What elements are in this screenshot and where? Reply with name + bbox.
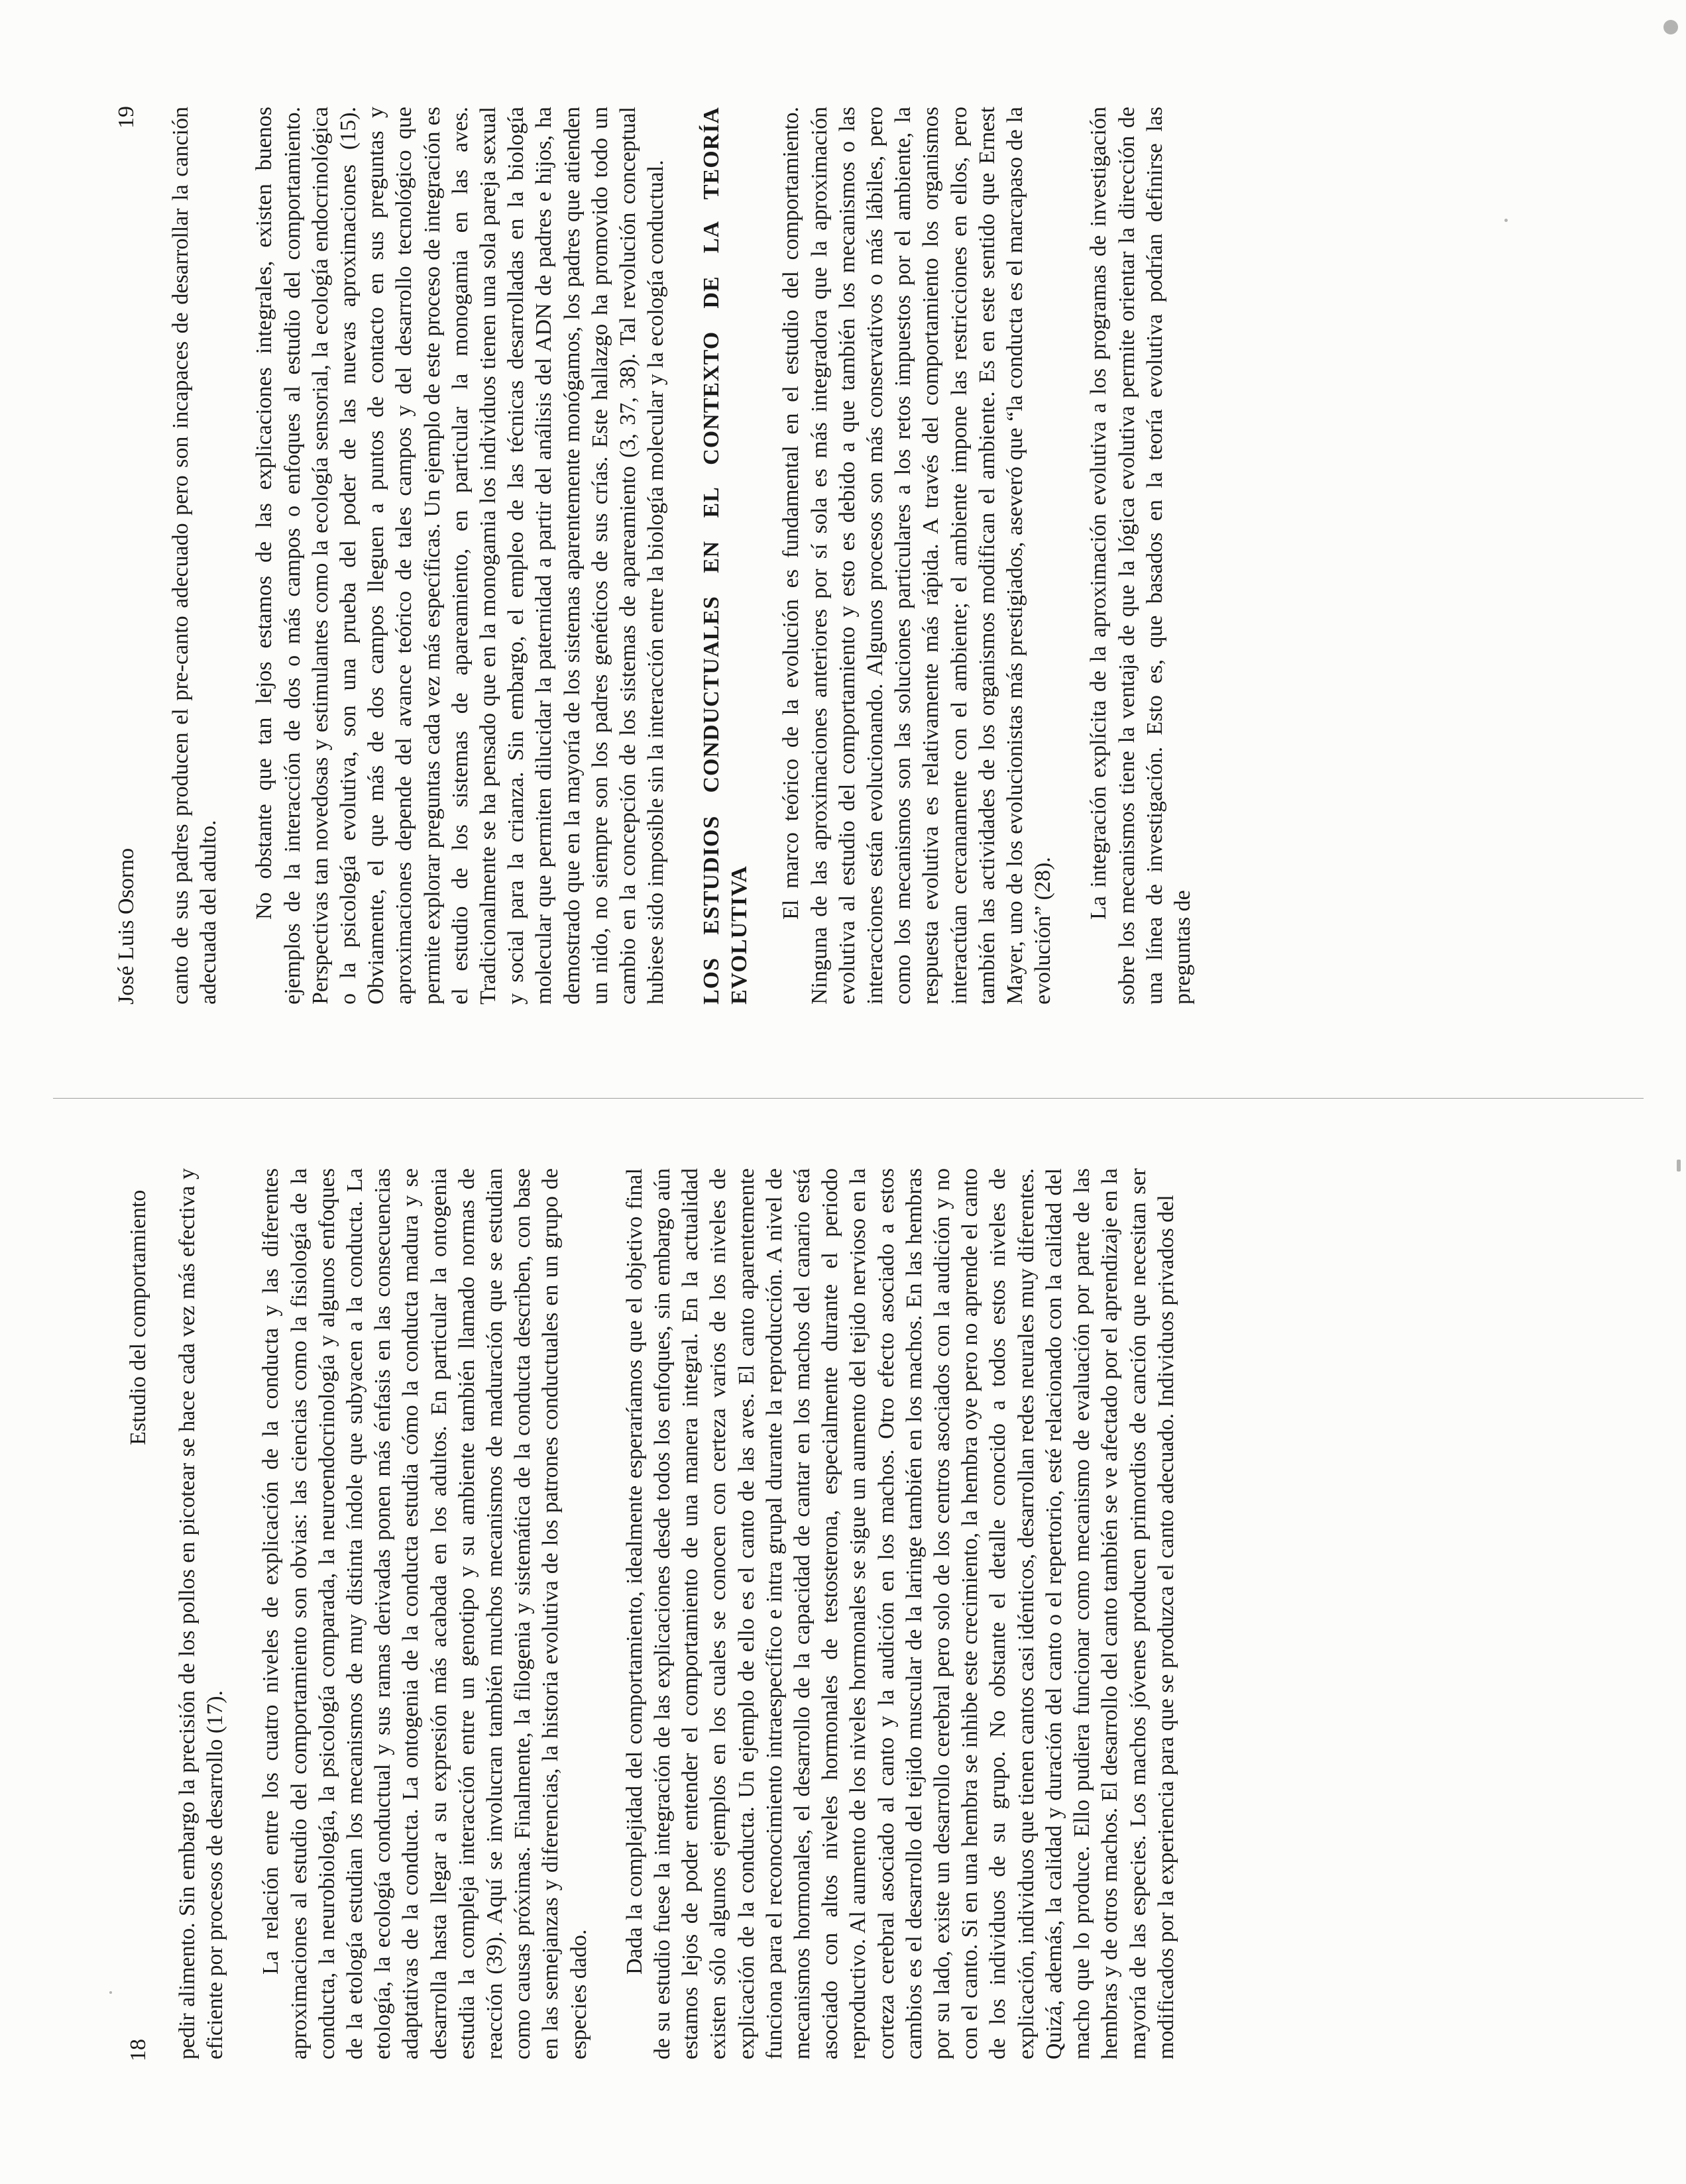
scan-speck — [1504, 219, 1508, 222]
paragraph: La integración explícita de la aproximación evolutiva a los programas de investigación sobre los mecanismos tiene la ventaja de que la lógica evolutiva permite orientar la dirección de una línea de investigación. Esto es, que basados en la teoría evolutiva podrían definirse las preguntas de — [1086, 107, 1196, 1005]
paragraph: El marco teórico de la evolución es fundamental en el estudio del comportamiento. Ninguna de las aproximaciones anteriores por sí sola es más integradora que la aproximación evolutiva al estudio del comportamiento y esto es debido a que también los mecanismos o las interacciones están evolucionando. Algunos procesos son más conservativos o más lábiles, pero como los mecanismos son las soluciones particulares a los retos impuestos por el ambiente, la respuesta evolutiva es relativamente más rápida. A través del comportamiento los organismos interactúan cercanamente con el ambiente; el ambiente impone las restricciones en ellos, pero también las actividades de los organismos modifican el ambiente. Es en este sentido que Ernest Mayer, uno de los evolucionistas más prestigiados, aseveró que “la conducta es el marcapaso de la evolución” (28). — [779, 107, 1056, 1005]
scan-speck — [109, 1991, 112, 1994]
page-number-left: 18 — [126, 2039, 150, 2061]
paragraph: canto de sus padres producen el pre-canto adecuado pero son incapaces de desarrollar la canción adecuada del adulto. — [168, 107, 221, 1005]
left-text-column — [174, 1168, 1208, 2059]
scan-speck — [1663, 20, 1678, 34]
page-fold-line — [53, 1097, 1644, 1099]
paragraph: Dada la complejidad del comportamiento, idealmente esperaríamos que el objetivo final de su estudio fuese la integración de las explicaciones desde todos los enfoques, sin embargo aún estamos lejos de poder entender el comportamiento de una manera integral. En la actualidad existen sólo algunos ejemplos en los cuales se conocen con certeza varios de los niveles de explicación de la conducta. Un ejemplo de ello es el canto de las aves. El canto aparentemente funciona para el reconocimiento intraespecífico e intra grupal durante la reproducción. A nivel de mecanismos hormonales, el desarrollo de la capacidad de cantar en los machos del canario está asociado con altos niveles hormonales de testosterona, especialmente durante el periodo reproductivo. Al aumento de los niveles hormonales se sigue un aumento del tejido nervioso en la corteza cerebral asociado al canto y la audición en los machos. Otro efecto asociado a estos cambios es el desarrollo del tejido muscular de la laringe también en los machos. En las hembras por su lado, existe un desarrollo cerebral pero solo de los centros asociados con la audición y no con el canto. Si en una hembra se inhibe este crecimiento, la hembra oye pero no aprende el canto de los individuos de su grupo. No obstante el detalle conocido a todos estos niveles de explicación, individuos que tienen cantos casi idénticos, desarrollan redes neurales muy diferentes. Quizá, además, la calidad y duración del canto o el repertorio, esté relacionado con la calidad del macho que lo produce. Ello pudiera funcionar como mecanismo de evaluación por parte de las hembras y de otros machos. El desarrollo del canto también se ve afectado por el aprendizaje en la mayoría de las especies. Los machos jóvenes producen primordios de canción que necesitan ser modificados por la experiencia para que se produzca el canto adecuado. Individuos privados del — [622, 1168, 1178, 2059]
running-head-right: José Luis Osorno — [114, 847, 139, 1005]
running-head-left: Estudio del comportamiento — [126, 1189, 150, 1445]
paragraph: No obstante que tan lejos estamos de las explicaciones integrales, existen buenos ejemplos de la interacción de dos o más campos o enfoques al estudio del comportamiento. Perspectivas tan novedosas y estimulantes como la ecología sensorial, la ecología endocrinológica o la psicología evolutiva, son una prueba del poder de las nuevas aproximaciones (15). Obviamente, el que más de dos campos lleguen a puntos de contacto en sus preguntas y aproximaciones depende del avance teórico de tales campos y del desarrollo tecnológico que permite explorar preguntas cada vez más específicas. Un ejemplo de este proceso de integración es el estudio de los sistemas de apareamiento, en particular la monogamia en las aves. Tradicionalmente se ha pensado que en la monogamia los individuos tienen una sola pareja sexual y social para la crianza. Sin embargo, el empleo de las técnicas desarrolladas en la biología molecular que permiten dilucidar la paternidad a partir del análisis del ADN de padres e hijos, ha demostrado que en la mayoría de los sistemas aparentemente monógamos, los padres que atienden un nido, no siempre son los padres genéticos de sus crías. Este hallazgo ha promovido todo un cambio en la concepción de los sistemas de apareamiento (3, 37, 38). Tal revolución conceptual hubiese sido imposible sin la interacción entre la biología molecular y la ecología conductual. — [252, 107, 669, 1005]
page-number-right: 19 — [114, 106, 139, 129]
paragraph: pedir alimento. Sin embargo la precisión de los pollos en picotear se hace cada vez más efectiva y eficiente por procesos de desarrollo (17). — [175, 1168, 228, 2059]
section-heading: LOS ESTUDIOS CONDUCTUALES EN EL CONTEXTO DE LA TEORÍA EVOLUTIVA — [699, 107, 752, 1005]
scan-speck — [1677, 1160, 1681, 1172]
left-page — [0, 1097, 1686, 2184]
right-text-column — [167, 107, 1225, 1005]
paragraph: La relación entre los cuatro niveles de explicación de la conducta y las diferentes aproximaciones al estudio del comportamiento son obvias: las ciencias como la fisiología de la conducta, la neurobiología, la psicología comparada, la neuroendocrinología y algunos enfoques de la etología estudian los mecanismos de muy distinta índole que subyacen a la conducta. La etología, la ecología conductual y sus ramas derivadas ponen más énfasis en las consecuencias adaptativas de la conducta. La ontogenia de la conducta estudia cómo la conducta madura y se desarrolla hasta llegar a su expresión más acabada en los adultos. En particular la ontogenia estudia la compleja interacción entre un genotipo y su ambiente también llamado normas de reacción (39). Aquí se involucran también muchos mecanismos de maduración que se estudian como causas próximas. Finalmente, la filogenia y sistemática de la conducta describen, con base en las semejanzas y diferencias, la historia evolutiva de los patrones conductuales en un grupo de especies dado. — [258, 1168, 591, 2059]
